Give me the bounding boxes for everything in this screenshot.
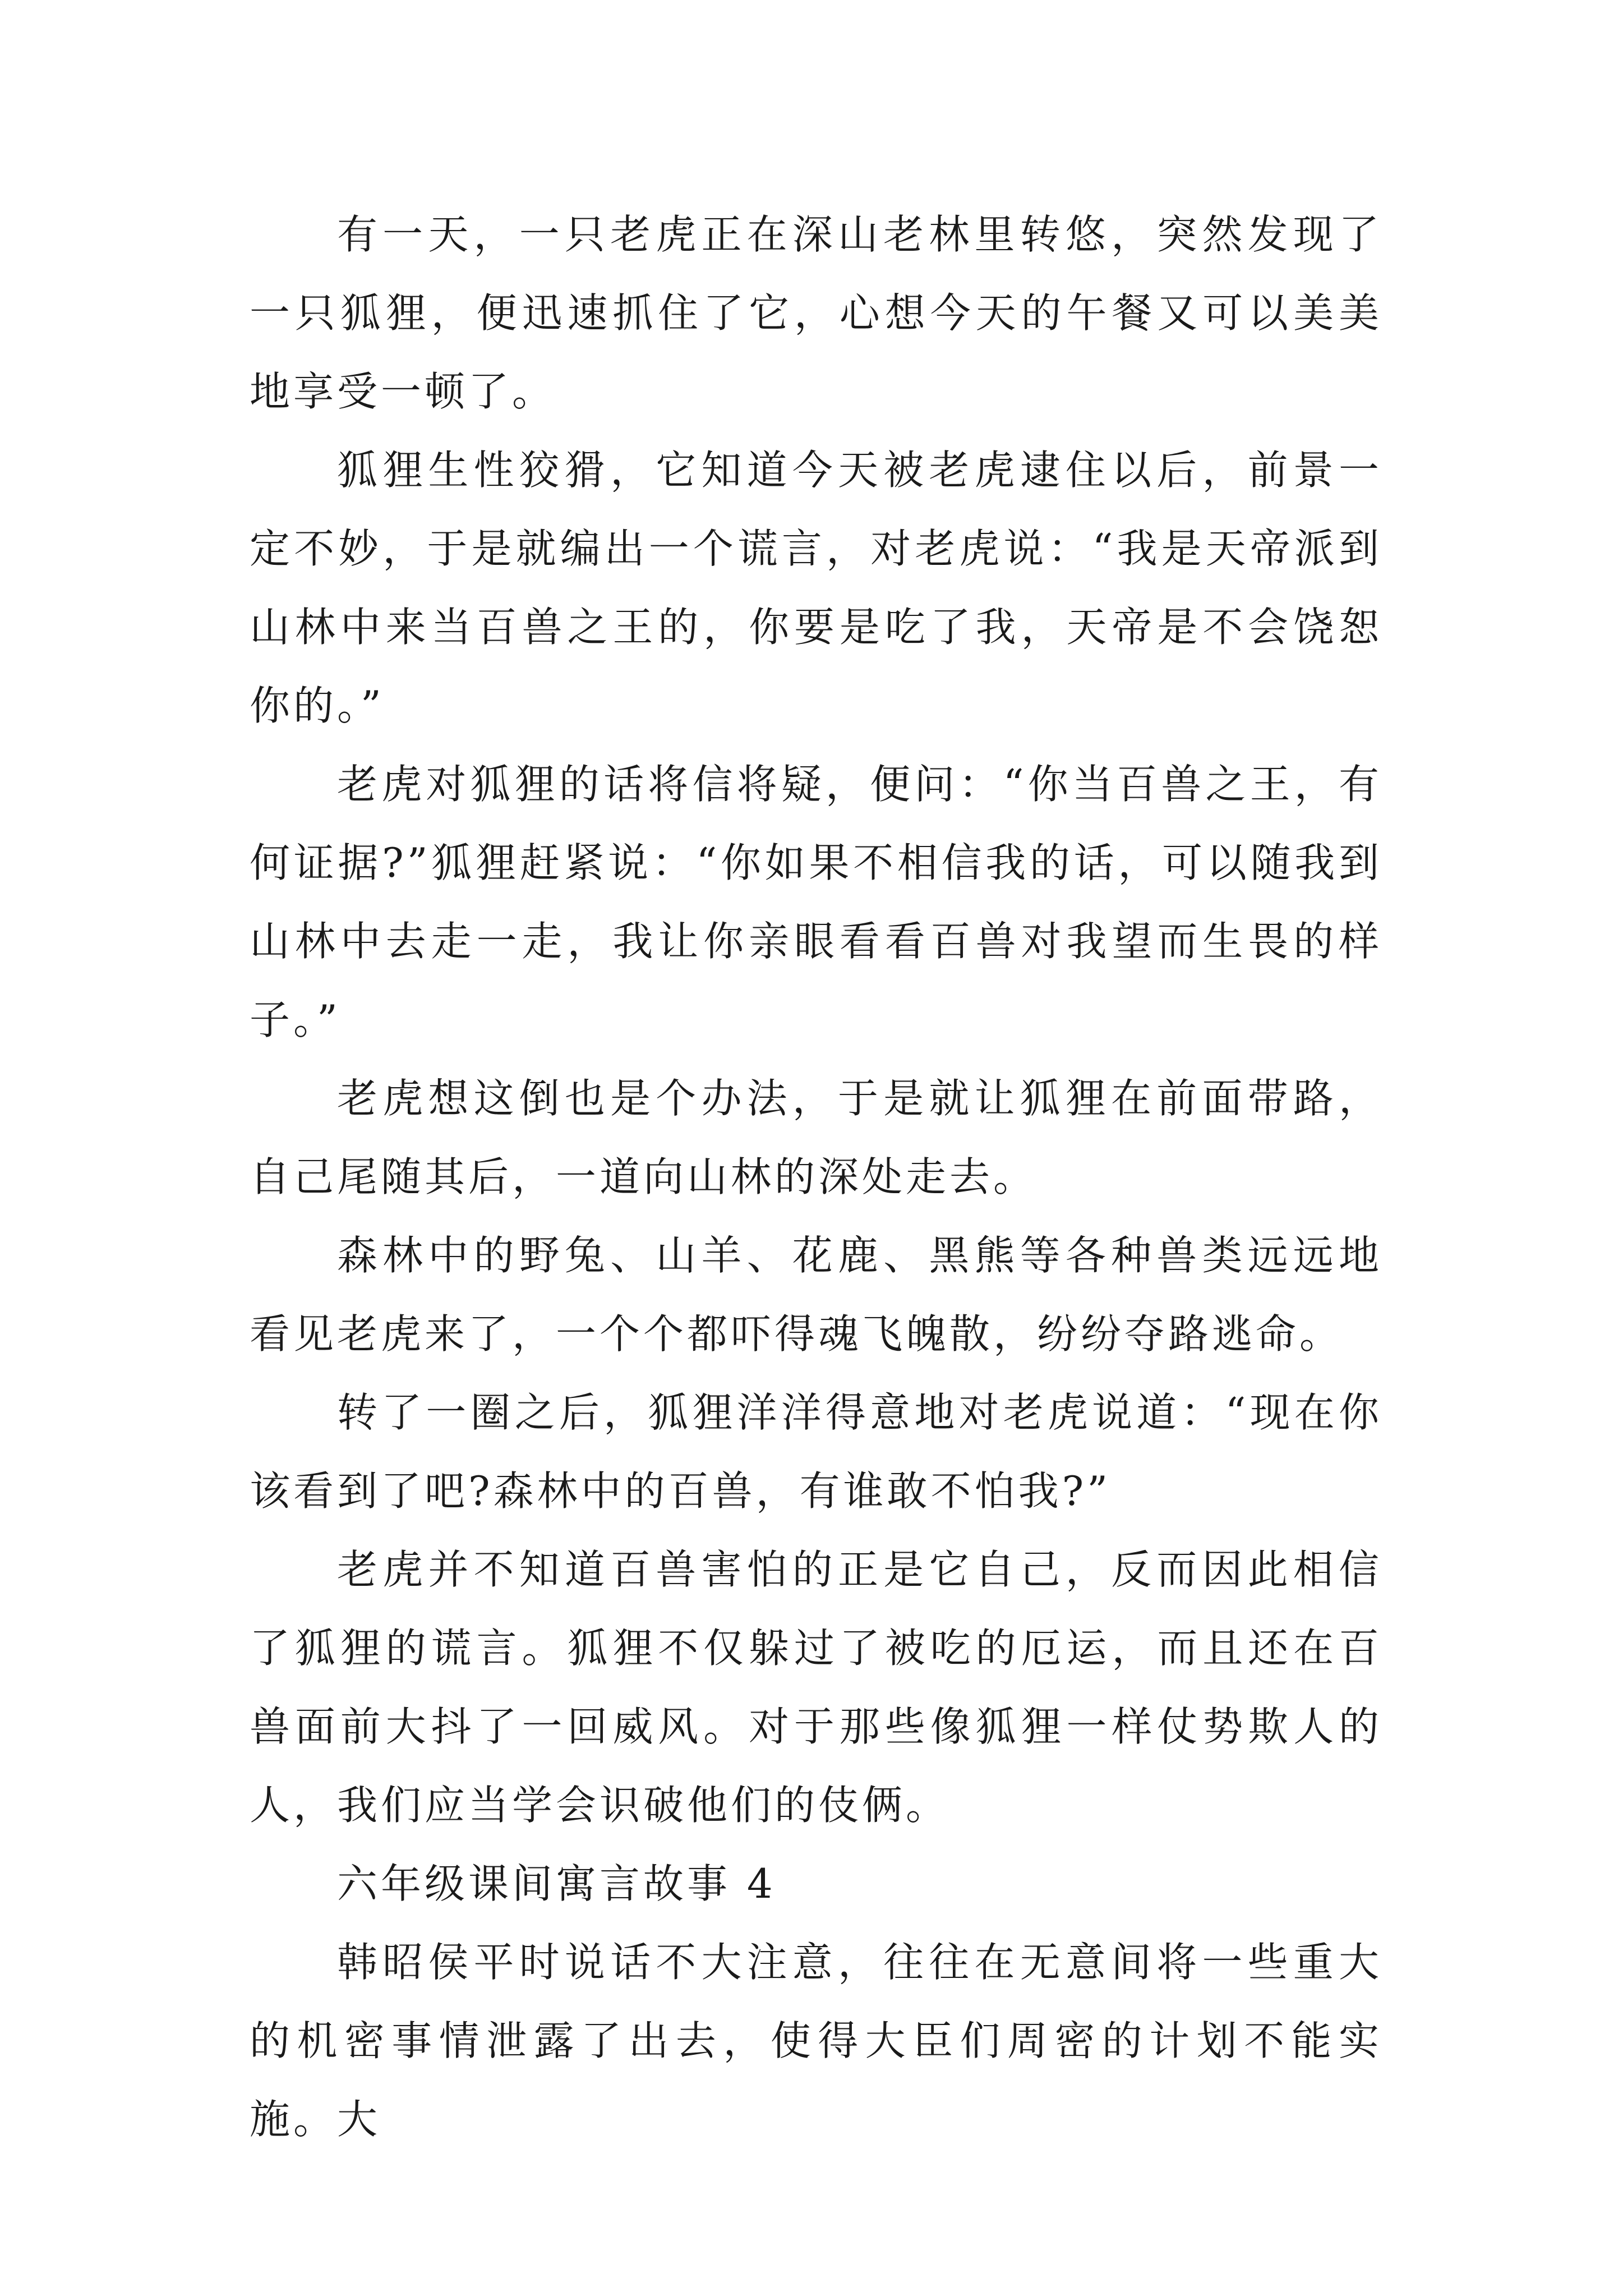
- paragraph-6: 转了一圈之后，狐狸洋洋得意地对老虎说道：“现在你该看到了吧?森林中的百兽，有谁敢不怕我?”: [250, 1389, 1382, 1515]
- paragraph-5: 森林中的野兔、山羊、花鹿、黑熊等各种兽类远远地看见老虎来了，一个个都吓得魂飞魄散，纷纷夺路逃命。: [250, 1232, 1382, 1358]
- section-heading: 六年级课间寓言故事 4: [337, 1860, 776, 1907]
- paragraph-8: 韩昭侯平时说话不大注意，往往在无意间将一些重大的机密事情泄露了出去，使得大臣们周密的计划不能实施。大: [250, 1939, 1382, 2143]
- document-body: [250, 195, 1382, 2159]
- paragraph-7: 老虎并不知道百兽害怕的正是它自己，反而因此相信了狐狸的谎言。狐狸不仅躲过了被吃的厄运，而且还在百兽面前大抖了一回威风。对于那些像狐狸一样仗势欺人的人，我们应当学会识破他们的伎俩。: [250, 1546, 1382, 1829]
- paragraph-4: 老虎想这倒也是个办法，于是就让狐狸在前面带路，自己尾随其后，一道向山林的深处走去。: [250, 1075, 1382, 1200]
- paragraph-2: 狐狸生性狡猾，它知道今天被老虎逮住以后，前景一定不妙，于是就编出一个谎言，对老虎说：“我是天帝派到山林中来当百兽之王的，你要是吃了我，天帝是不会饶恕你的。”: [250, 447, 1382, 729]
- paragraph-1: 有一天，一只老虎正在深山老林里转悠，突然发现了一只狐狸，便迅速抓住了它，心想今天的午餐又可以美美地享受一顿了。: [250, 211, 1382, 415]
- paragraph-3: 老虎对狐狸的话将信将疑，便问：“你当百兽之王，有何证据?”狐狸赶紧说：“你如果不相信我的话，可以随我到山林中去走一走，我让你亲眼看看百兽对我望而生畏的样子。”: [250, 761, 1382, 1043]
